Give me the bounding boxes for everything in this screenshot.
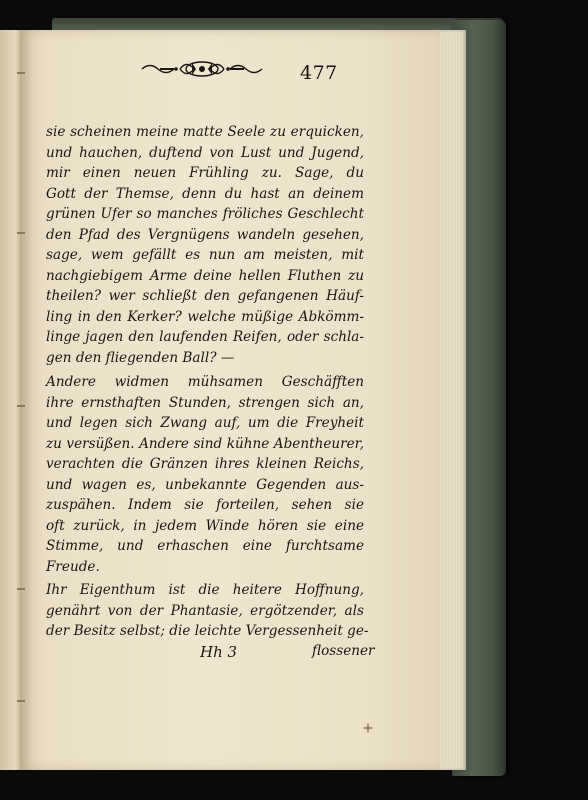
binding-stitch: [17, 588, 25, 590]
text-line: verachten die Gränzen ihres kleinen Reichs,: [46, 456, 364, 472]
text-line: Stimme, und erhaschen eine furchtsame: [46, 538, 364, 554]
text-line: Gott der Themse, denn du hast an deinem: [46, 185, 364, 202]
text-line: und wagen es, unbekannte Gegenden aus-: [46, 476, 364, 493]
header-ornament-icon: [140, 58, 264, 80]
page-number: 477: [300, 62, 338, 84]
text-line: oft zurück, in jedem Winde hören sie eine: [46, 517, 364, 534]
text-line: ling in den Kerker? welche müßige Abkömm-: [46, 308, 364, 325]
binding-stitch: [17, 405, 25, 407]
paragraph: [46, 122, 364, 368]
text-line: Freude.: [46, 558, 100, 575]
text-line: genährt von der Phantasie, ergötzender, als: [46, 602, 364, 619]
text-line: Andere widmen mühsamen Geschäfften: [46, 374, 364, 390]
text-line: den Pfad des Vergnügens wandeln gesehen,: [46, 226, 364, 243]
paragraph: [46, 372, 364, 577]
text-line: sie scheinen meine matte Seele zu erquicken,: [46, 124, 364, 140]
text-line: grünen Ufer so manches fröliches Geschlecht: [46, 206, 364, 222]
ink-speck-icon: [362, 722, 374, 734]
binding-stitch: [17, 72, 25, 74]
text-line: theilen? wer schließt den gefangenen Häuf-: [46, 288, 364, 304]
catchword: flossener: [312, 643, 375, 659]
signature-mark: Hh 3: [200, 643, 238, 661]
text-line: gen den fliegenden Ball? —: [46, 349, 235, 366]
paragraph: [46, 580, 369, 642]
text-line: ihre ernsthaften Stunden, strengen sich an,: [46, 394, 364, 411]
text-line: zuspähen. Indem sie forteilen, sehen sie: [46, 497, 364, 513]
text-line: sage, wem gefällt es nun am meisten, mit: [46, 247, 364, 263]
text-line: und hauchen, duftend von Lust und Jugend,: [46, 144, 364, 161]
binding-stitch: [17, 700, 25, 702]
text-line: Ihr Eigenthum ist die heitere Hoffnung,: [46, 582, 364, 598]
text-line: und legen sich Zwang auf, um die Freyheit: [46, 415, 364, 431]
previous-page-edge: [0, 30, 22, 770]
page-fore-edge: [436, 30, 466, 770]
text-line: mir einen neuen Frühling zu. Sage, du: [46, 165, 364, 181]
text-line: zu versüßen. Andere sind kühne Abentheurer,: [46, 435, 364, 452]
text-line: der Besitz selbst; die leichte Vergessenheit ge-: [46, 623, 369, 639]
text-line: linge jagen den laufenden Reifen, oder schla-: [46, 329, 364, 345]
binding-stitch: [17, 232, 25, 234]
text-line: nachgiebigem Arme deine hellen Fluthen zu: [46, 267, 364, 284]
